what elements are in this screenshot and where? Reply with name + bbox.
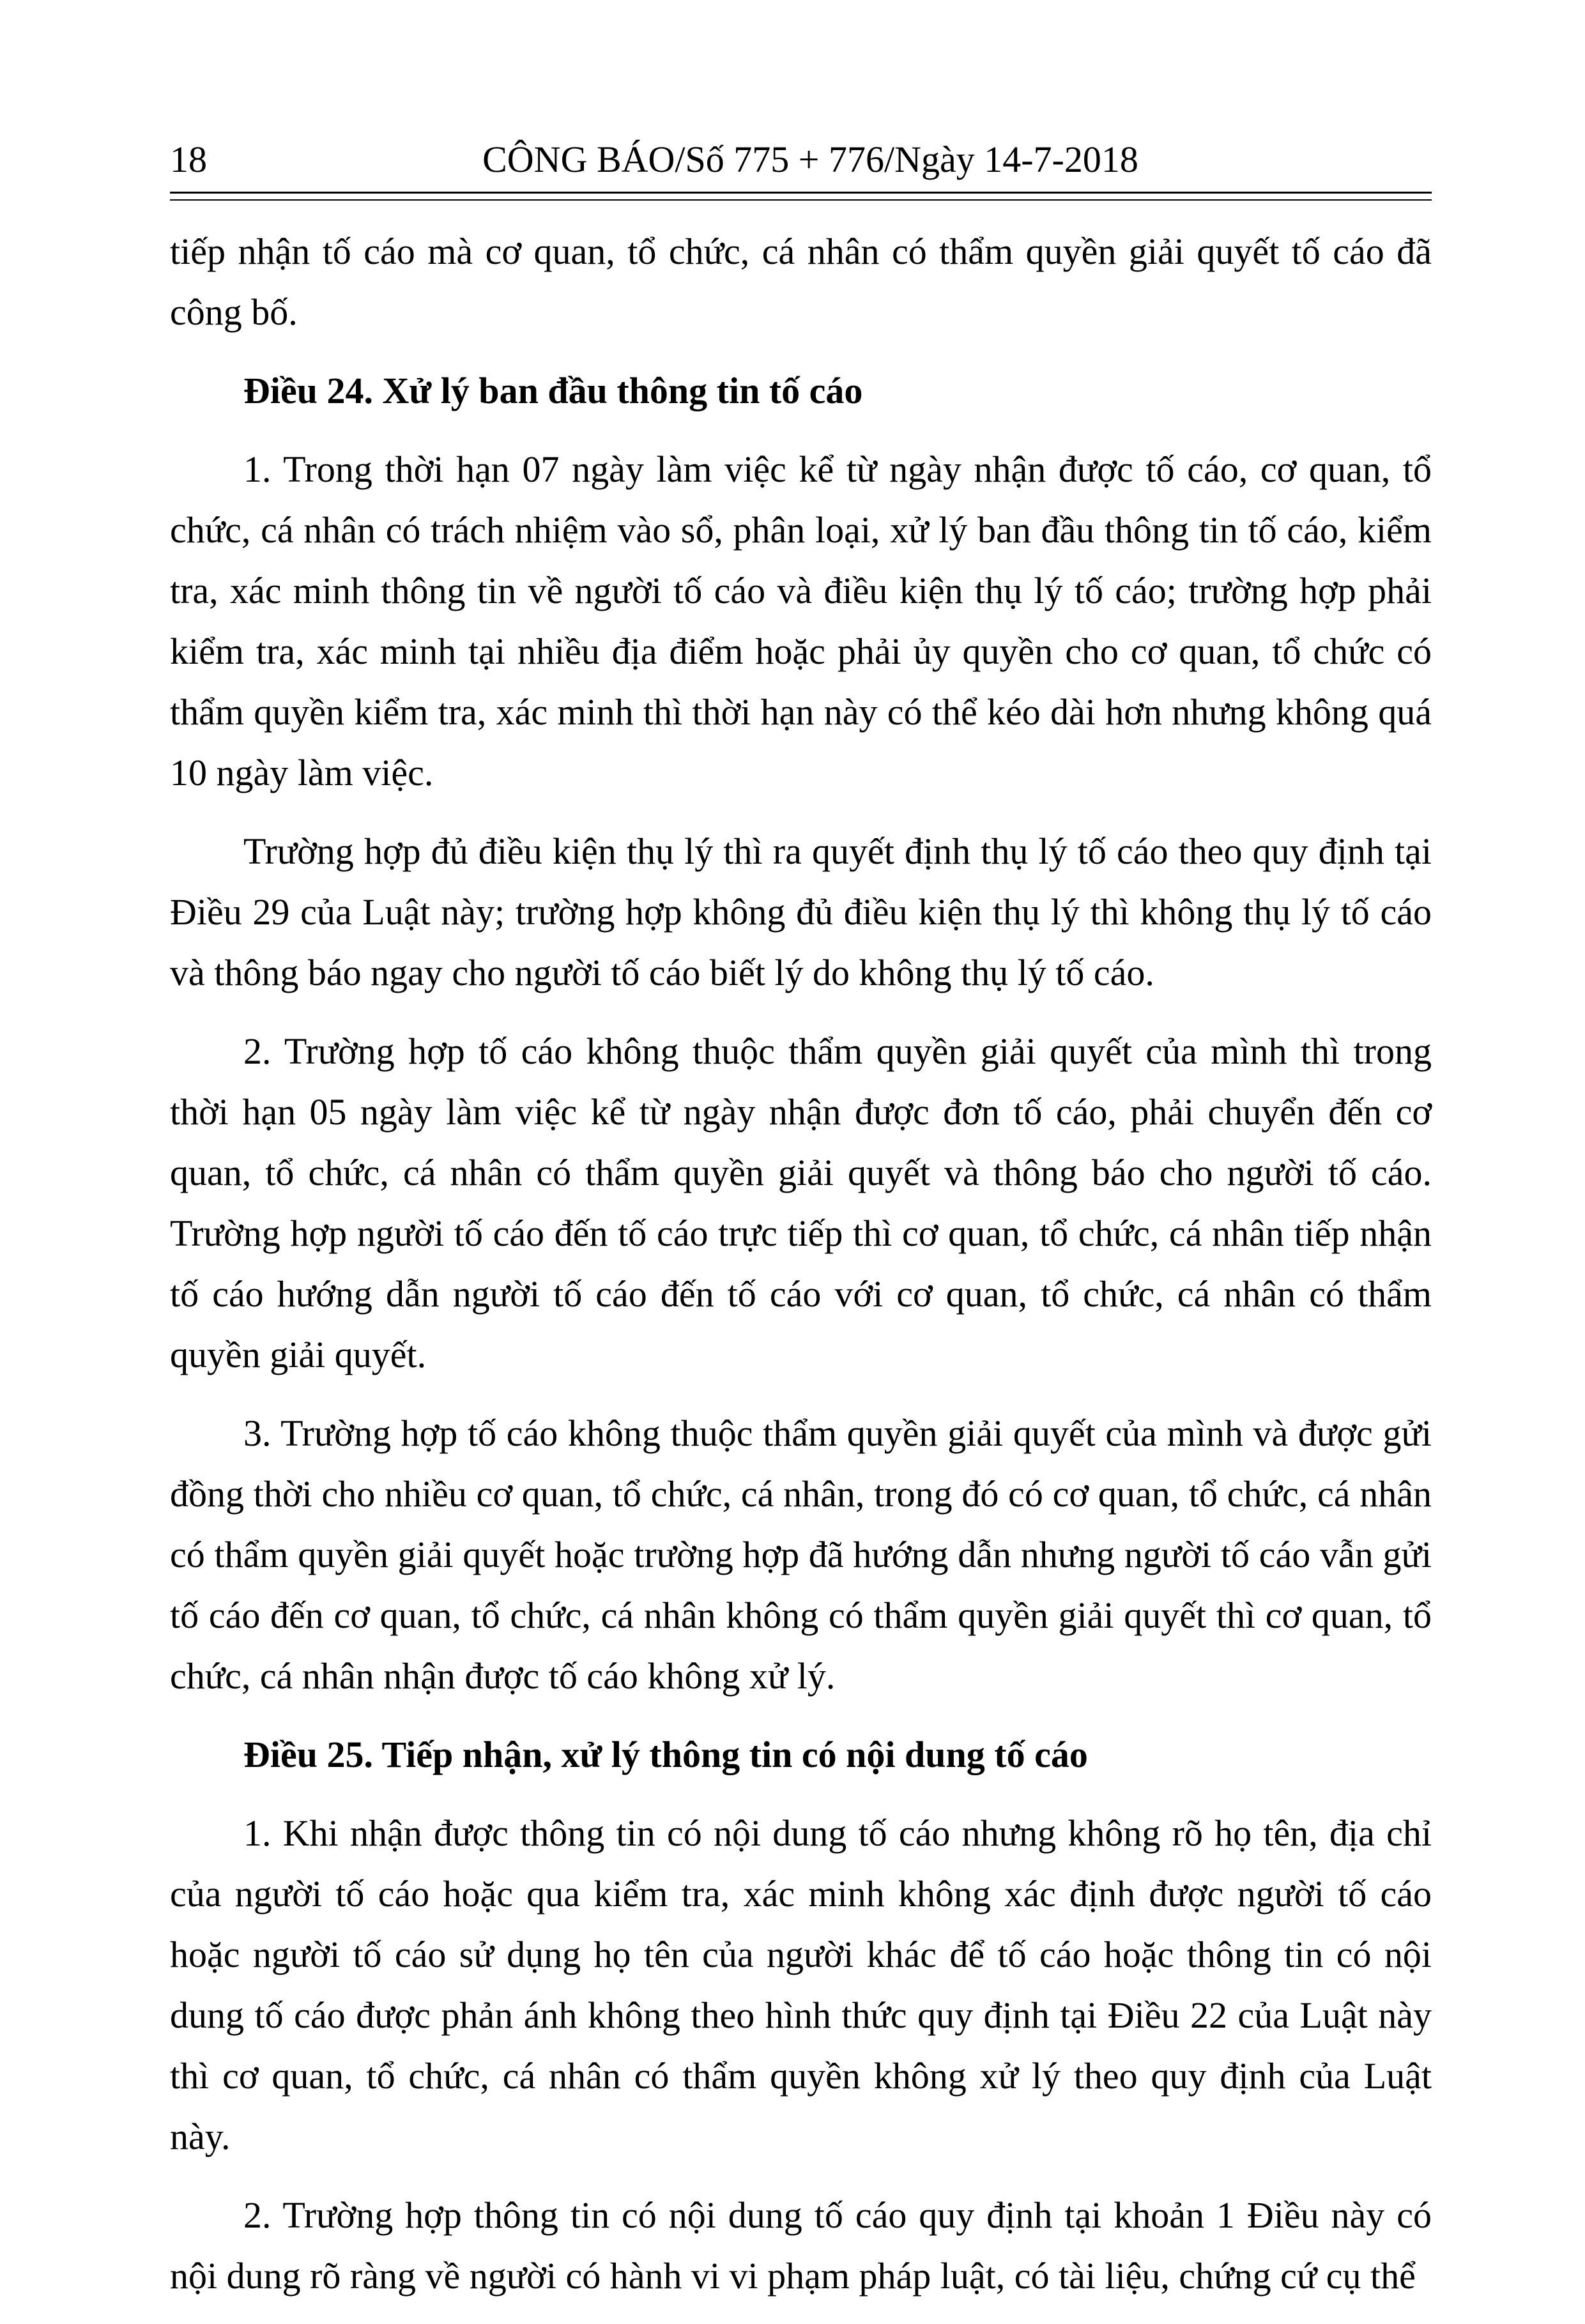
article-25-clause-2: 2. Trường hợp thông tin có nội dung tố cáo quy định tại khoản 1 Điều này có nội dung rõ ràng về người có hành vi vi phạm pháp luật, có tài liệu, chứng cứ cụ thể [170,2194,1432,2297]
page-number: 18 [170,139,207,180]
article-24-heading: Điều 24. Xử lý ban đầu thông tin tố cáo [243,370,863,411]
gazette-header-title: CÔNG BÁO/Số 775 + 776/Ngày 14-7-2018 [482,139,1138,180]
article-25-clause-1: 1. Khi nhận được thông tin có nội dung tố cáo nhưng không rõ họ tên, địa chỉ của người tố cáo hoặc qua kiểm tra, xác minh không xác định được người tố cáo hoặc người tố cáo sử dụng họ tên của người khác để tố cáo hoặc thông tin có nội dung tố cáo được phản ánh không theo hình thức quy định tại Điều 22 của Luật này thì cơ quan, tổ chức, cá nhân có thẩm quyền không xử lý theo quy định của Luật này. [170,1812,1432,2157]
opening-paragraph: tiếp nhận tố cáo mà cơ quan, tổ chức, cá nhân có thẩm quyền giải quyết tố cáo đã công bố. [170,231,1432,333]
article-24-clause-2: 2. Trường hợp tố cáo không thuộc thẩm quyền giải quyết của mình thì trong thời hạn 05 ngày làm việc kể từ ngày nhận được đơn tố cáo, phải chuyển đến cơ quan, tổ chức, cá nhân có thẩm quyền giải quyết và thông báo cho người tố cáo. Trường hợp người tố cáo đến tố cáo trực tiếp thì cơ quan, tổ chức, cá nhân tiếp nhận tố cáo hướng dẫn người tố cáo đến tố cáo với cơ quan, tổ chức, cá nhân có thẩm quyền giải quyết. [170,1030,1432,1375]
page-header [170,131,1432,188]
article-25-heading: Điều 25. Tiếp nhận, xử lý thông tin có nội dung tố cáo [243,1734,1088,1775]
article-24-clause-1-continuation: Trường hợp đủ điều kiện thụ lý thì ra quyết định thụ lý tố cáo theo quy định tại Điều 29 của Luật này; trường hợp không đủ điều kiện thụ lý thì không thụ lý tố cáo và thông báo ngay cho người tố cáo biết lý do không thụ lý tố cáo. [170,830,1432,993]
article-24-clause-1: 1. Trong thời hạn 07 ngày làm việc kể từ ngày nhận được tố cáo, cơ quan, tổ chức, cá nhân có trách nhiệm vào sổ, phân loại, xử lý ban đầu thông tin tố cáo, kiểm tra, xác minh thông tin về người tố cáo và điều kiện thụ lý tố cáo; trường hợp phải kiểm tra, xác minh tại nhiều địa điểm hoặc phải ủy quyền cho cơ quan, tổ chức có thẩm quyền kiểm tra, xác minh thì thời hạn này có thể kéo dài hơn nhưng không quá 10 ngày làm việc. [170,448,1432,793]
article-24-clause-3: 3. Trường hợp tố cáo không thuộc thẩm quyền giải quyết của mình và được gửi đồng thời cho nhiều cơ quan, tổ chức, cá nhân, trong đó có cơ quan, tổ chức, cá nhân có thẩm quyền giải quyết hoặc trường hợp đã hướng dẫn nhưng người tố cáo vẫn gửi tố cáo đến cơ quan, tổ chức, cá nhân không có thẩm quyền giải quyết thì cơ quan, tổ chức, cá nhân nhận được tố cáo không xử lý. [170,1412,1432,1697]
header-rule-bottom [170,199,1432,201]
header-rule-top [170,192,1432,194]
document-body [170,221,1432,2324]
